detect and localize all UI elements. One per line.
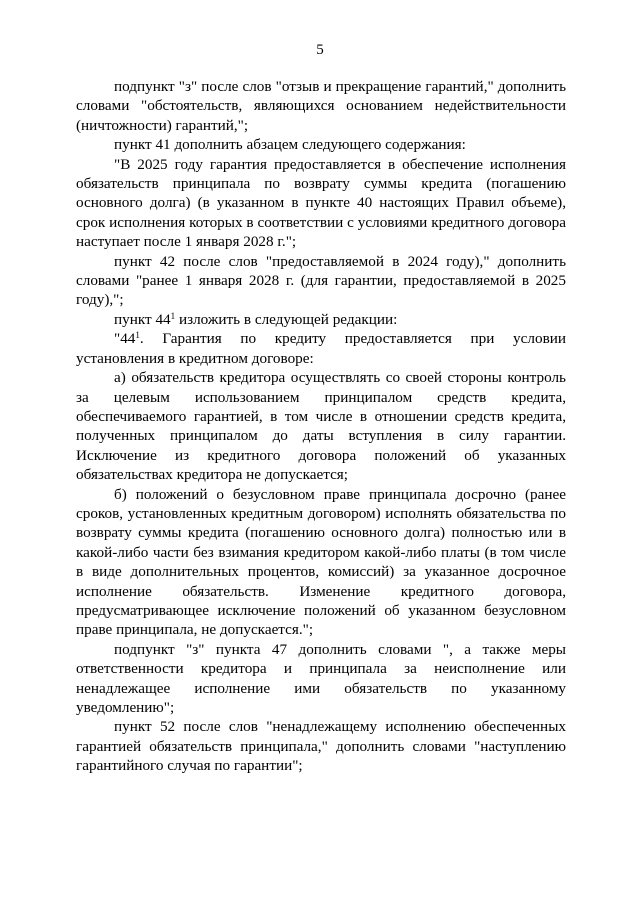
paragraph-subitem-b: б) положений о безусловном праве принципала досрочно (ранее сроков, установленных кредитным договором) исполнять обязательства по возврату суммы кредита (погашению основного долга) полностью или в какой-либо части без взимания кредитором какой-либо платы (в том числе в виде дополнительных процентов, комиссий) за указанное досрочное исполнение обязательств. Изменение кредитного договора, предусматривающее исключение положений об указанном безусловном праве принципала, не допускается."; xyxy=(76,485,566,639)
paragraph-clause-41-intro: пункт 41 дополнить абзацем следующего содержания: xyxy=(114,136,466,154)
paragraph-clause-52-amendment: пункт 52 после слов "ненадлежащему исполнению обеспеченных гарантией обязательств принципала," дополнить словами "наступлению гарантийного случая по гарантии"; xyxy=(76,718,566,775)
page-number: 5 xyxy=(316,42,324,58)
clause-44-1-text-prefix: "44 xyxy=(114,330,136,348)
clause-44-1-intro-suffix: изложить в следующей редакции: xyxy=(175,310,398,328)
clause-44-1-intro-prefix: пункт 44 xyxy=(114,310,171,328)
paragraph-clause-44-1-intro xyxy=(76,310,566,329)
clause-44-1-text-suffix: . Гарантия по кредиту предоставляется при условии установления в кредитном договоре: xyxy=(76,330,566,367)
paragraph-clause-47-amendment: подпункт "з" пункта 47 дополнить словами ", а также меры ответственности кредитора и принципала за неисполнение или ненадлежащее исполнение ими обязательств по указанному уведомлению"; xyxy=(76,640,566,716)
paragraph-clause-42-amendment: пункт 42 после слов "предоставляемой в 2024 году)," дополнить словами "ранее 1 января 2028 г. (для гарантии, предоставляемой в 2025 году),"; xyxy=(76,252,566,309)
clause-44-1-text-superscript: 1 xyxy=(135,330,140,341)
document-body xyxy=(76,77,566,776)
paragraph-subclause-z-amendment: подпункт "з" после слов "отзыв и прекращение гарантий," дополнить словами "обстоятельств, являющихся основанием недействительности (ничтожности) гарантий,"; xyxy=(76,78,566,134)
paragraph-subitem-a: а) обязательств кредитора осуществлять со своей стороны контроль за целевым использованием принципалом средств кредита, обеспечиваемого гарантией, в том числе в отношении средств кредита, полученных принципалом до даты вступления в силу гарантии. Исключение из кредитного договора положений об указанных обязательствах кредитора не допускается; xyxy=(76,369,566,484)
clause-44-1-intro-superscript: 1 xyxy=(170,310,176,321)
paragraph-clause-41-new-text: "В 2025 году гарантия предоставляется в обеспечение исполнения обязательств принципала по возврату суммы кредита (погашению основного долга) (в указанном в пункте 40 настоящих Правил объеме), срок исполнения которых в соответствии с условиями кредитного договора наступает после 1 января 2028 г."; xyxy=(76,155,566,251)
paragraph-clause-44-1-text xyxy=(76,329,566,368)
